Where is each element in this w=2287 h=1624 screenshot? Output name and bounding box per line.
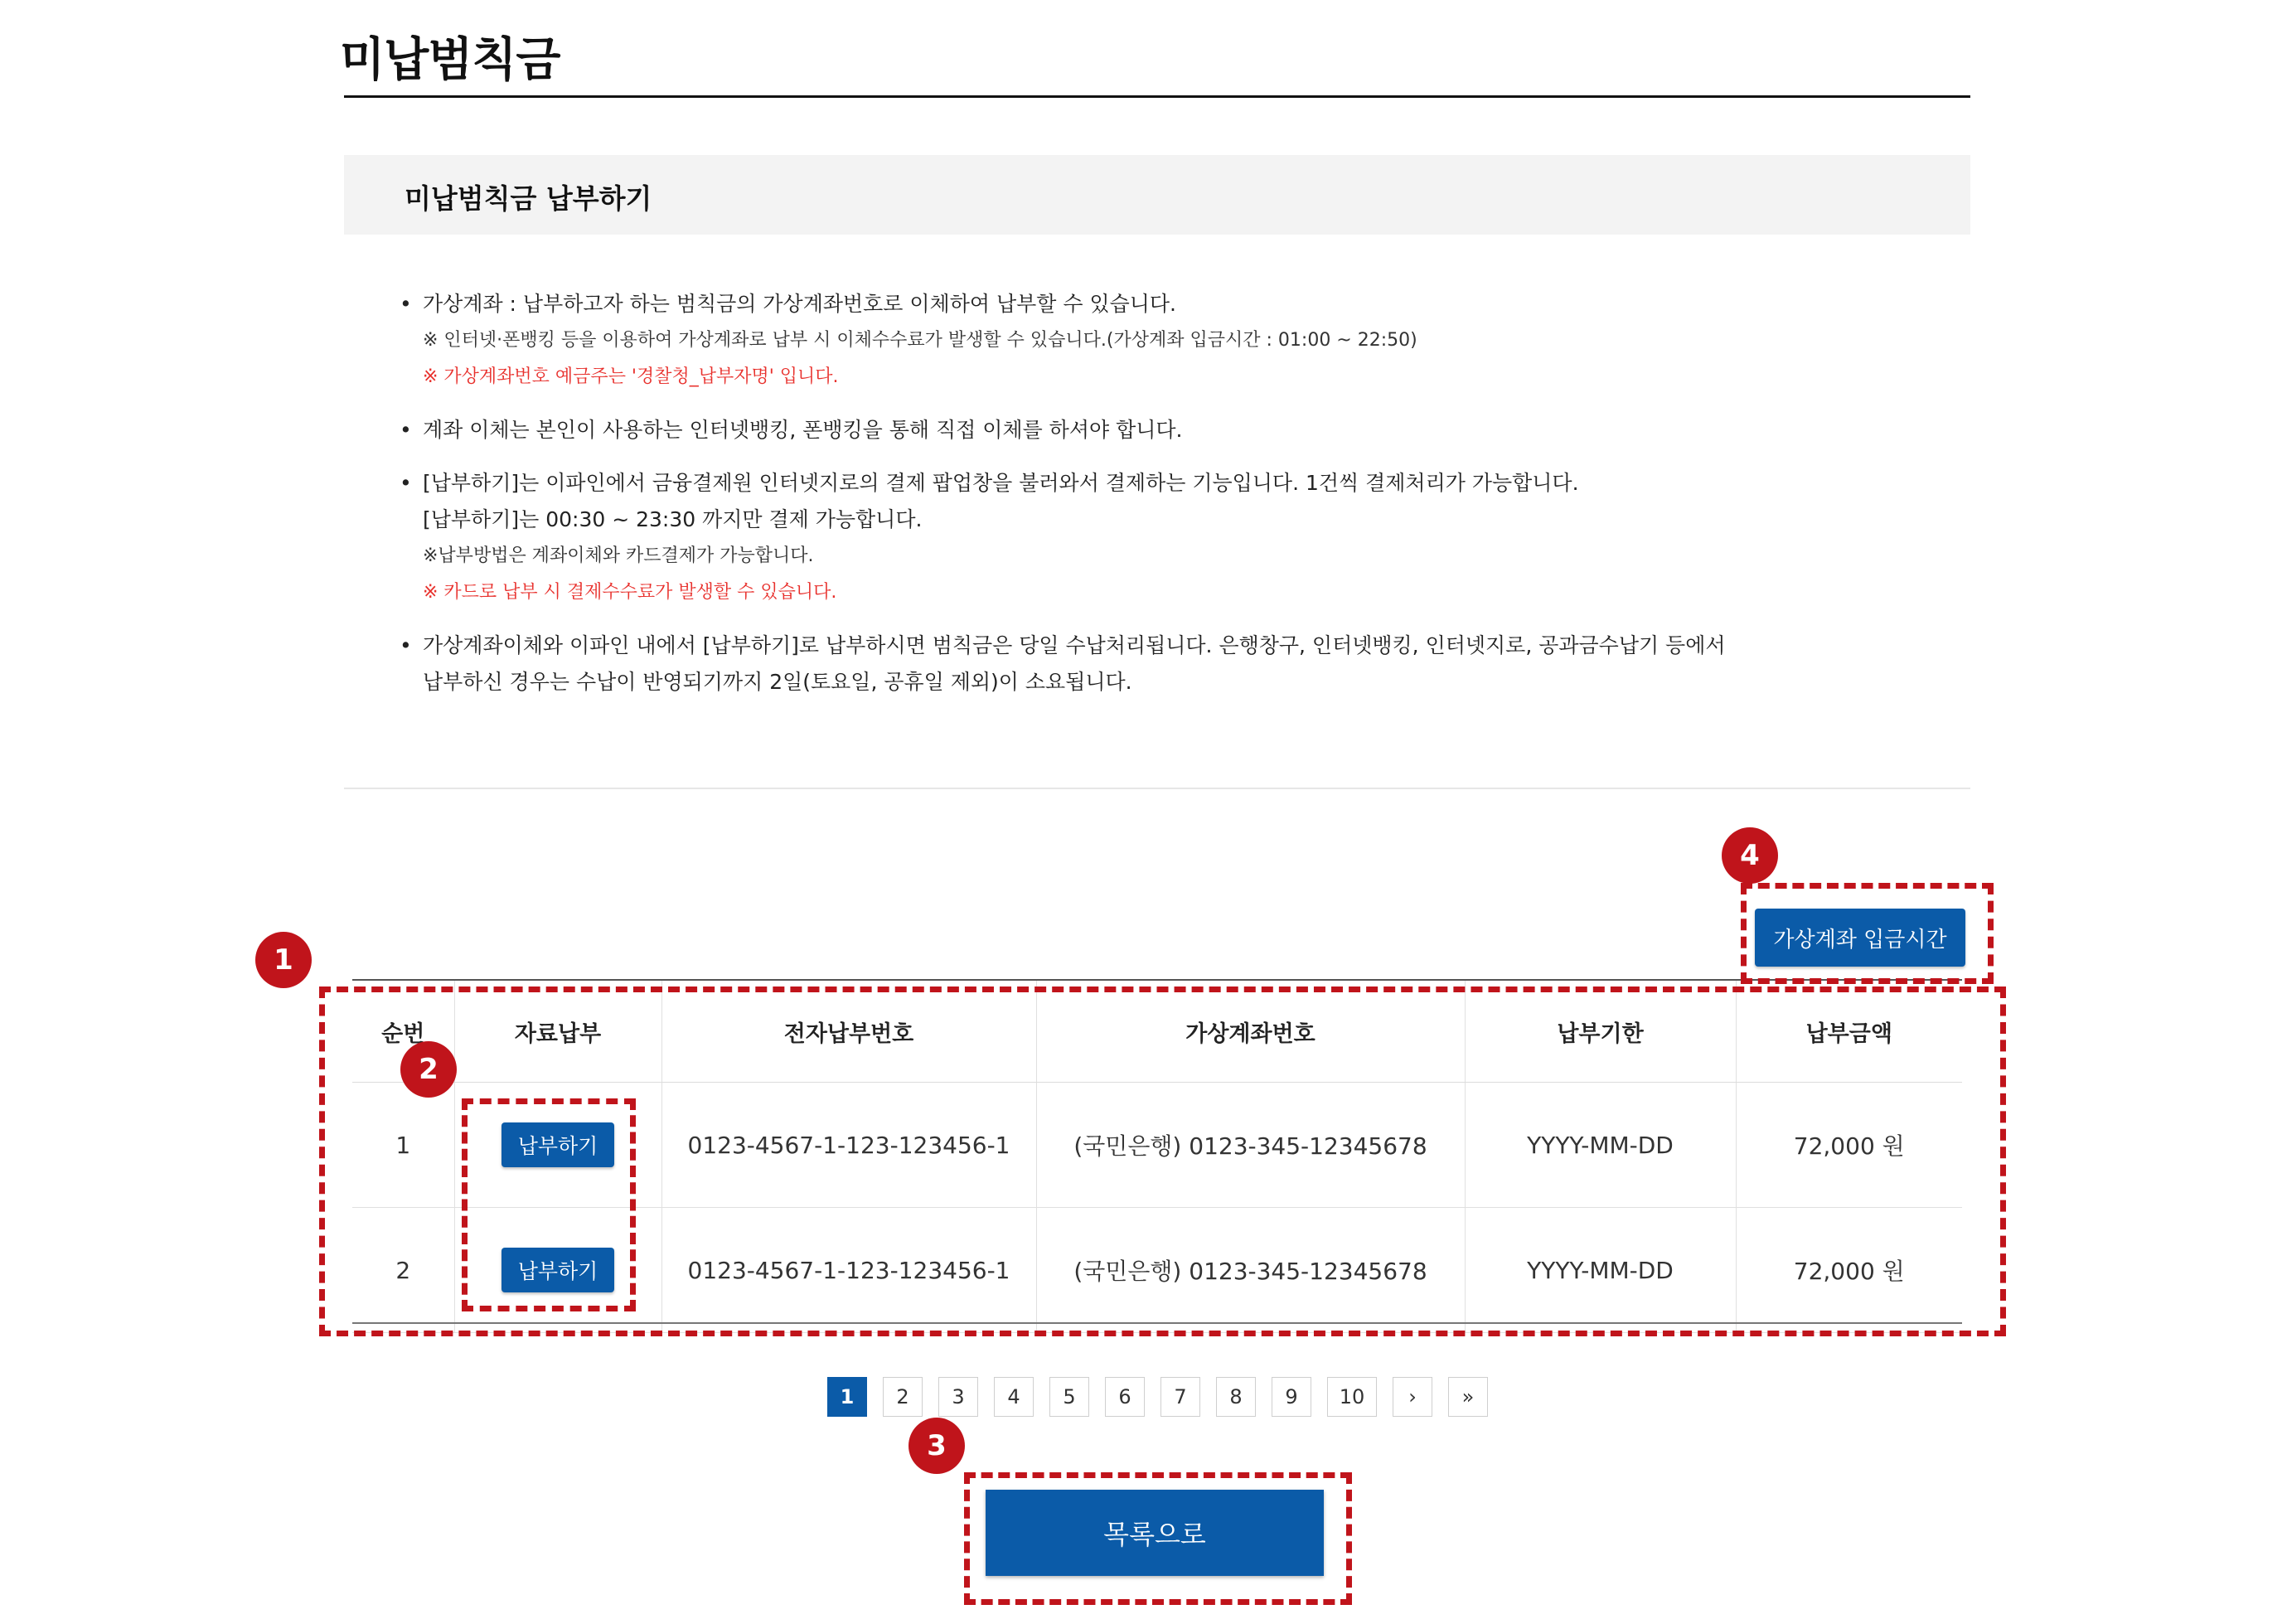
title-divider [344,95,1970,98]
cell-virtual-account: (국민은행) 0123-345-12345678 [1036,1083,1465,1208]
page-5-button[interactable]: 5 [1049,1377,1089,1417]
info-card-fee-note: ※ 카드로 납부 시 결제수수료가 발생할 수 있습니다. [423,582,837,603]
page-4-button[interactable]: 4 [994,1377,1034,1417]
virtual-account-time-button[interactable]: 가상계좌 입금시간 [1755,909,1965,967]
info-transfer-fee-note: ※ 인터넷·폰뱅킹 등을 이용하여 가상계좌로 납부 시 이체수수료가 발생할 수 있습니다.(가상계좌 입금시간 : 01:00 ~ 22:50) [423,330,1417,351]
page-6-button[interactable]: 6 [1105,1377,1145,1417]
back-to-list-button[interactable]: 목록으로 [986,1490,1324,1576]
annotation-badge-3: 3 [909,1418,965,1474]
annotation-badge-2: 2 [400,1041,457,1098]
callout-box-4 [1741,883,1994,984]
pay-button[interactable]: 납부하기 [501,1122,615,1167]
header-amount: 납부금액 [1736,981,1962,1083]
info-processing-line2: 납부하신 경우는 수납이 반영되기까지 2일(토요일, 공휴일 제외)이 소요됩니다. [423,670,1132,694]
cell-due-date: YYYY-MM-DD [1465,1208,1736,1333]
annotation-badge-4: 4 [1722,827,1778,884]
info-virtual-account: • 가상계좌 : 납부하고자 하는 범칙금의 가상계좌번호로 이체하여 납부할 수 있습니다. [398,286,1931,322]
cell-epay-number: 0123-4567-1-123-123456-1 [661,1083,1036,1208]
info-payment-function [398,465,1931,538]
page-2-button[interactable]: 2 [883,1377,923,1417]
page-1-button[interactable]: 1 [827,1377,867,1417]
cell-virtual-account: (국민은행) 0123-345-12345678 [1036,1208,1465,1333]
last-page-icon[interactable]: » [1448,1377,1488,1417]
cell-epay-number: 0123-4567-1-123-123456-1 [661,1208,1036,1333]
page-10-button[interactable]: 10 [1327,1377,1377,1417]
info-list [398,286,1931,701]
pay-button[interactable]: 납부하기 [501,1248,615,1292]
annotation-badge-1: 1 [255,932,312,988]
page-title: 미납범칙금 [340,33,560,87]
info-payment-method-note: ※납부방법은 계좌이체와 카드결제가 가능합니다. [423,545,814,566]
content-divider [344,788,1970,789]
page-7-button[interactable]: 7 [1160,1377,1200,1417]
info-processing-line1: • 가상계좌이체와 이파인 내에서 [납부하기]로 납부하시면 범칙금은 당일 수납처리됩니다. 은행창구, 인터넷뱅킹, 인터넷지로, 공과금수납기 등에서 [423,633,1726,657]
callout-box-3 [964,1472,1352,1605]
header-payment: 자료납부 [454,981,661,1083]
info-account-transfer: • 계좌 이체는 본인이 사용하는 인터넷뱅킹, 폰뱅킹을 통해 직접 이체를 하셔야 합니다. [398,412,1931,448]
page-8-button[interactable]: 8 [1216,1377,1256,1417]
info-payment-function-line2: [납부하기]는 00:30 ~ 23:30 까지만 결제 가능합니다. [423,507,923,531]
cell-amount: 72,000 원 [1736,1083,1962,1208]
header-virtual-account: 가상계좌번호 [1036,981,1465,1083]
header-due-date: 납부기한 [1465,981,1736,1083]
section-title: 미납범칙금 납부하기 [405,182,652,215]
info-account-holder-note: ※ 가상계좌번호 예금주는 '경찰청_납부자명' 입니다. [423,366,839,387]
info-processing [398,628,1931,701]
pagination [827,1377,1504,1417]
callout-box-2 [462,1098,636,1311]
page-3-button[interactable]: 3 [938,1377,978,1417]
next-page-icon[interactable]: › [1393,1377,1432,1417]
cell-amount: 72,000 원 [1736,1208,1962,1333]
cell-no: 1 [352,1083,454,1208]
header-epay-number: 전자납부번호 [661,981,1036,1083]
header-no: 순번 [352,981,454,1083]
page-9-button[interactable]: 9 [1272,1377,1311,1417]
cell-no: 2 [352,1208,454,1333]
cell-due-date: YYYY-MM-DD [1465,1083,1736,1208]
info-payment-function-line1: • [납부하기]는 이파인에서 금융결제원 인터넷지로의 결제 팝업창을 불러와서 결제하는 기능입니다. 1건씩 결제처리가 가능합니다. [423,471,1579,495]
